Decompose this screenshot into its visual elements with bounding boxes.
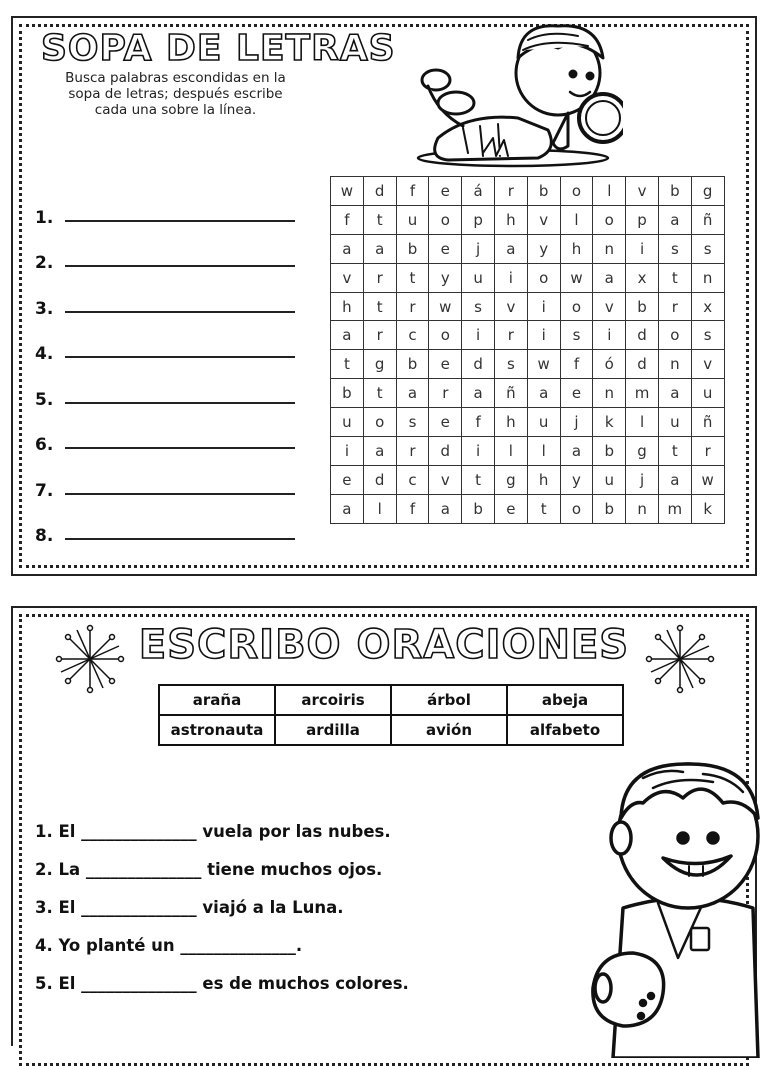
grid-letter[interactable]: t — [462, 465, 495, 494]
grid-letter[interactable]: a — [331, 494, 364, 523]
sentence-item[interactable]: 4. Yo planté un ______________. — [35, 936, 303, 955]
blank-line[interactable] — [65, 297, 295, 313]
grid-letter[interactable]: b — [396, 234, 429, 263]
grid-letter[interactable]: j — [462, 234, 495, 263]
answer-line[interactable] — [35, 273, 295, 319]
grid-letter[interactable]: r — [363, 321, 396, 350]
grid-letter[interactable]: v — [593, 292, 626, 321]
grid-letter[interactable]: t — [658, 263, 691, 292]
grid-letter[interactable]: a — [658, 205, 691, 234]
grid-letter[interactable]: a — [494, 234, 527, 263]
grid-letter[interactable]: o — [363, 408, 396, 437]
grid-letter[interactable]: g — [363, 350, 396, 379]
answer-lines-list — [35, 182, 295, 546]
grid-letter[interactable]: n — [593, 379, 626, 408]
blank-line[interactable] — [65, 479, 295, 495]
answer-number: 5. — [35, 389, 54, 410]
answer-line[interactable] — [35, 501, 295, 547]
grid-letter[interactable]: e — [560, 379, 593, 408]
grid-letter[interactable]: o — [429, 321, 462, 350]
sentences-title: ESCRIBO ORACIONES — [138, 622, 630, 668]
grid-letter[interactable]: v — [527, 205, 560, 234]
grid-letter[interactable]: b — [593, 437, 626, 466]
grid-row — [331, 292, 725, 321]
grid-letter[interactable]: a — [593, 263, 626, 292]
grid-letter[interactable]: r — [494, 177, 527, 206]
grid-row — [331, 234, 725, 263]
grid-letter[interactable]: o — [429, 205, 462, 234]
grid-letter[interactable]: ó — [593, 350, 626, 379]
word-search-worksheet — [11, 16, 757, 576]
grid-letter[interactable]: r — [429, 379, 462, 408]
grid-letter[interactable]: o — [560, 292, 593, 321]
grid-letter[interactable]: i — [626, 234, 659, 263]
grid-letter[interactable]: t — [363, 292, 396, 321]
grid-letter[interactable]: t — [527, 494, 560, 523]
grid-letter[interactable]: d — [626, 321, 659, 350]
grid-letter[interactable]: b — [593, 494, 626, 523]
grid-letter[interactable]: l — [560, 205, 593, 234]
grid-letter[interactable]: e — [494, 494, 527, 523]
grid-letter[interactable]: w — [691, 465, 724, 494]
word-bank-word: astronauta — [159, 715, 275, 745]
grid-letter[interactable]: p — [462, 205, 495, 234]
grid-letter[interactable]: v — [691, 350, 724, 379]
grid-letter[interactable]: x — [626, 263, 659, 292]
grid-letter[interactable]: x — [691, 292, 724, 321]
grid-letter[interactable]: h — [494, 205, 527, 234]
sentence-item[interactable]: 2. La ______________ tiene muchos ojos. — [35, 860, 383, 879]
grid-letter[interactable]: u — [593, 465, 626, 494]
grid-letter[interactable]: u — [331, 408, 364, 437]
grid-row — [331, 465, 725, 494]
grid-letter[interactable]: l — [363, 494, 396, 523]
grid-letter[interactable]: r — [494, 321, 527, 350]
word-bank-word: alfabeto — [507, 715, 623, 745]
grid-row — [331, 350, 725, 379]
boy-magnifier-illustration — [408, 18, 623, 168]
grid-letter[interactable]: s — [462, 292, 495, 321]
grid-letter[interactable]: r — [396, 292, 429, 321]
grid-letter[interactable]: a — [363, 437, 396, 466]
sentence-item[interactable]: 5. El ______________ es de muchos colores. — [35, 974, 409, 993]
grid-letter[interactable]: n — [691, 263, 724, 292]
instructions-text: Busca palabras escondidas en la sopa de letras; después escribe cada una sobre la línea. — [65, 70, 286, 118]
answer-line[interactable] — [35, 410, 295, 456]
grid-letter[interactable]: a — [396, 379, 429, 408]
answer-number: 8. — [35, 526, 54, 546]
grid-letter[interactable]: b — [396, 350, 429, 379]
answer-line[interactable] — [35, 228, 295, 274]
grid-letter[interactable]: f — [462, 408, 495, 437]
grid-row — [331, 408, 725, 437]
grid-letter[interactable]: n — [626, 494, 659, 523]
blank-line[interactable] — [65, 251, 295, 267]
blank-line[interactable] — [65, 524, 295, 540]
sentence-item[interactable]: 3. El ______________ viajó a la Luna. — [35, 898, 344, 917]
answer-line[interactable] — [35, 182, 295, 228]
grid-letter[interactable]: g — [494, 465, 527, 494]
grid-letter[interactable]: a — [363, 234, 396, 263]
grid-letter[interactable]: h — [527, 465, 560, 494]
grid-letter[interactable]: i — [462, 437, 495, 466]
grid-letter[interactable]: r — [691, 437, 724, 466]
grid-letter[interactable]: v — [331, 263, 364, 292]
grid-letter[interactable]: h — [494, 408, 527, 437]
grid-letter[interactable]: e — [429, 350, 462, 379]
grid-letter[interactable]: v — [626, 177, 659, 206]
grid-letter[interactable]: r — [658, 292, 691, 321]
grid-letter[interactable]: i — [331, 437, 364, 466]
grid-letter[interactable]: u — [658, 408, 691, 437]
grid-letter[interactable]: o — [593, 205, 626, 234]
grid-letter[interactable]: a — [331, 234, 364, 263]
blank-line[interactable] — [65, 433, 295, 449]
grid-letter[interactable]: t — [363, 205, 396, 234]
grid-letter[interactable]: e — [429, 408, 462, 437]
grid-row — [331, 205, 725, 234]
grid-letter[interactable]: t — [658, 437, 691, 466]
word-bank-word: araña — [159, 685, 275, 715]
grid-letter[interactable]: a — [658, 379, 691, 408]
answer-number: 1. — [35, 207, 54, 228]
grid-letter[interactable]: f — [396, 494, 429, 523]
sentences-worksheet — [11, 606, 757, 1046]
word-bank — [158, 684, 624, 746]
letter-grid — [330, 176, 725, 524]
word-bank-word: abeja — [507, 685, 623, 715]
answer-line[interactable] — [35, 364, 295, 410]
grid-letter[interactable]: ñ — [691, 205, 724, 234]
grid-letter[interactable]: o — [658, 321, 691, 350]
grid-letter[interactable]: v — [429, 465, 462, 494]
grid-row — [331, 379, 725, 408]
sentence-item[interactable]: 1. El ______________ vuela por las nubes. — [35, 822, 391, 841]
grid-letter[interactable]: ñ — [494, 379, 527, 408]
grid-letter[interactable]: b — [331, 379, 364, 408]
grid-letter[interactable]: g — [626, 437, 659, 466]
grid-letter[interactable]: u — [396, 205, 429, 234]
grid-letter[interactable]: o — [560, 494, 593, 523]
answer-line[interactable] — [35, 319, 295, 365]
grid-letter[interactable]: á — [462, 177, 495, 206]
grid-letter[interactable]: s — [560, 321, 593, 350]
grid-letter[interactable]: c — [396, 321, 429, 350]
smiling-boy-illustration — [583, 758, 763, 1058]
answer-number: 2. — [35, 253, 54, 273]
grid-letter[interactable]: e — [429, 177, 462, 206]
grid-letter[interactable]: s — [691, 321, 724, 350]
grid-letter[interactable]: y — [429, 263, 462, 292]
grid-letter[interactable]: u — [691, 379, 724, 408]
grid-letter[interactable]: h — [560, 234, 593, 263]
grid-letter[interactable]: l — [527, 437, 560, 466]
grid-letter[interactable]: m — [626, 379, 659, 408]
grid-letter[interactable]: n — [658, 350, 691, 379]
word-bank-row — [159, 685, 623, 715]
grid-row — [331, 437, 725, 466]
grid-row — [331, 263, 725, 292]
grid-letter[interactable]: s — [658, 234, 691, 263]
grid-row — [331, 494, 725, 523]
answer-number: 3. — [35, 298, 54, 319]
word-bank-word: arcoiris — [275, 685, 391, 715]
grid-letter[interactable]: g — [691, 177, 724, 206]
answer-line[interactable] — [35, 455, 295, 501]
grid-letter[interactable]: h — [331, 292, 364, 321]
grid-letter[interactable]: t — [396, 263, 429, 292]
grid-letter[interactable]: l — [593, 177, 626, 206]
grid-letter[interactable]: s — [691, 234, 724, 263]
grid-letter[interactable]: a — [331, 321, 364, 350]
grid-letter[interactable]: v — [494, 292, 527, 321]
grid-letter[interactable]: s — [494, 350, 527, 379]
grid-letter[interactable]: i — [527, 321, 560, 350]
grid-row — [331, 177, 725, 206]
grid-letter[interactable]: l — [494, 437, 527, 466]
grid-letter[interactable]: j — [560, 408, 593, 437]
grid-letter[interactable]: k — [691, 494, 724, 523]
blank-line[interactable] — [65, 388, 295, 404]
grid-letter[interactable]: d — [429, 437, 462, 466]
grid-letter[interactable]: y — [527, 234, 560, 263]
grid-letter[interactable]: u — [462, 263, 495, 292]
grid-letter[interactable]: b — [658, 177, 691, 206]
grid-letter[interactable]: m — [658, 494, 691, 523]
grid-letter[interactable]: p — [626, 205, 659, 234]
grid-letter[interactable]: r — [396, 437, 429, 466]
grid-letter[interactable]: d — [626, 350, 659, 379]
grid-letter[interactable]: d — [462, 350, 495, 379]
word-bank-word: avión — [391, 715, 507, 745]
grid-letter[interactable]: d — [363, 177, 396, 206]
grid-letter[interactable]: t — [331, 350, 364, 379]
word-bank-word: ardilla — [275, 715, 391, 745]
grid-letter[interactable]: b — [626, 292, 659, 321]
sentence-list — [35, 822, 595, 1012]
word-search-title: SOPA DE LETRAS — [41, 28, 396, 69]
grid-letter[interactable]: o — [527, 263, 560, 292]
blank-line[interactable] — [65, 206, 295, 222]
grid-row — [331, 321, 725, 350]
grid-letter[interactable]: t — [363, 379, 396, 408]
grid-letter[interactable]: c — [396, 465, 429, 494]
grid-letter[interactable]: k — [593, 408, 626, 437]
grid-letter[interactable]: i — [527, 292, 560, 321]
grid-letter[interactable]: a — [527, 379, 560, 408]
grid-letter[interactable]: f — [396, 177, 429, 206]
grid-letter[interactable]: u — [527, 408, 560, 437]
answer-number: 4. — [35, 344, 54, 364]
grid-letter[interactable]: s — [396, 408, 429, 437]
word-bank-word: árbol — [391, 685, 507, 715]
answer-number: 7. — [35, 480, 54, 501]
grid-letter[interactable]: i — [494, 263, 527, 292]
grid-letter[interactable]: a — [658, 465, 691, 494]
grid-letter[interactable]: a — [429, 494, 462, 523]
word-bank-row — [159, 715, 623, 745]
answer-number: 6. — [35, 435, 54, 455]
blank-line[interactable] — [65, 342, 295, 358]
grid-letter[interactable]: w — [331, 177, 364, 206]
grid-letter[interactable]: w — [527, 350, 560, 379]
grid-letter[interactable]: e — [429, 234, 462, 263]
grid-letter[interactable]: b — [527, 177, 560, 206]
grid-letter[interactable]: a — [560, 437, 593, 466]
grid-letter[interactable]: l — [626, 408, 659, 437]
grid-letter[interactable]: a — [462, 379, 495, 408]
grid-letter[interactable]: b — [462, 494, 495, 523]
grid-letter[interactable]: w — [560, 263, 593, 292]
grid-letter[interactable]: r — [363, 263, 396, 292]
grid-letter[interactable]: f — [331, 205, 364, 234]
grid-letter[interactable]: w — [429, 292, 462, 321]
grid-letter[interactable]: i — [462, 321, 495, 350]
grid-letter[interactable]: y — [560, 465, 593, 494]
grid-letter[interactable]: d — [363, 465, 396, 494]
grid-letter[interactable]: o — [560, 177, 593, 206]
grid-letter[interactable]: n — [593, 234, 626, 263]
grid-letter[interactable]: j — [626, 465, 659, 494]
grid-letter[interactable]: ñ — [691, 408, 724, 437]
grid-letter[interactable]: i — [593, 321, 626, 350]
grid-letter[interactable]: f — [560, 350, 593, 379]
grid-letter[interactable]: e — [331, 465, 364, 494]
